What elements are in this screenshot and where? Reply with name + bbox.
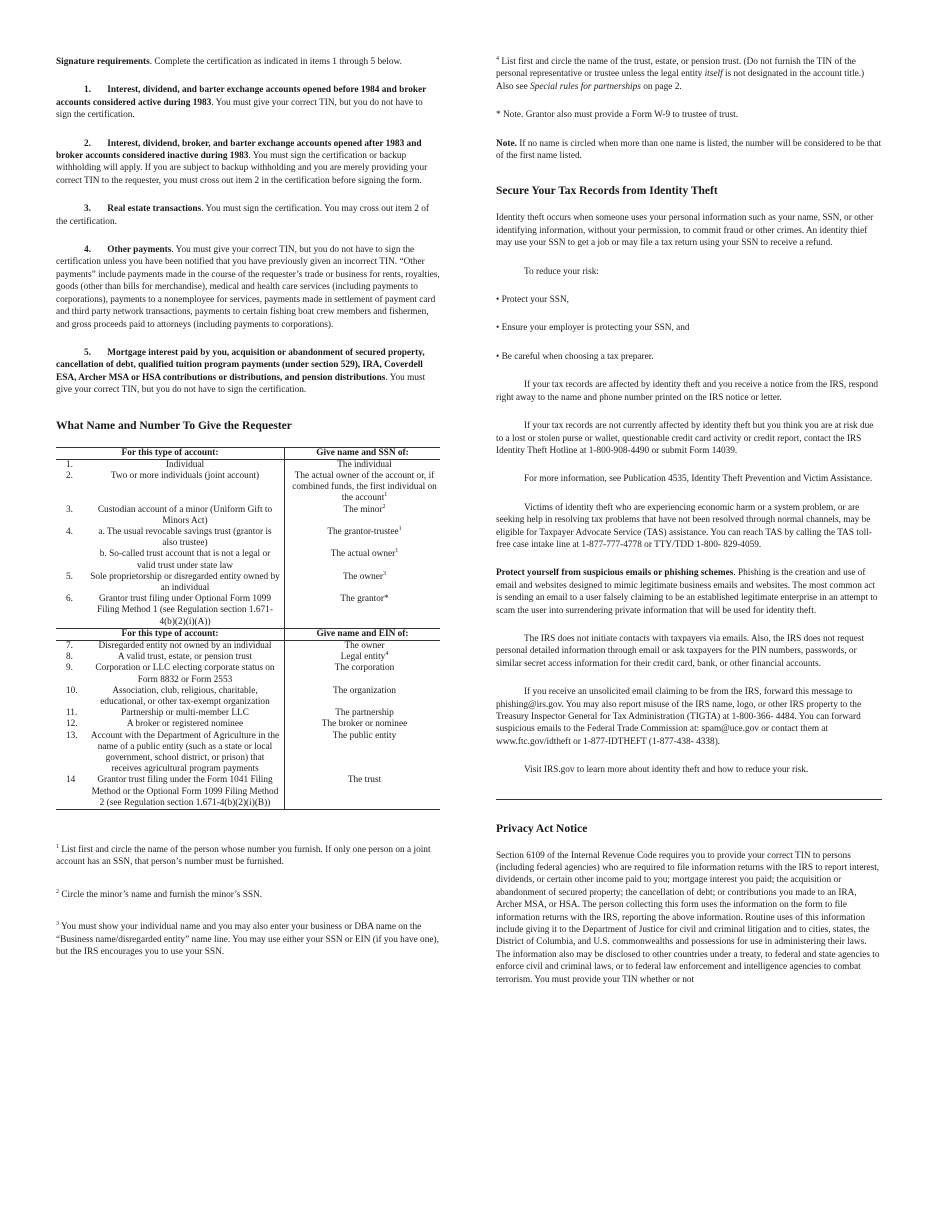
give-name-cell xyxy=(285,640,441,652)
footnote-ref: 1 xyxy=(398,525,402,532)
item-2-heading: 2. Interest, dividend, broker, and barter exchange accounts opened after 1983 and broker accounts considered inactive during 1983 xyxy=(56,138,422,162)
table-ssn-rows xyxy=(56,459,440,628)
item-5 xyxy=(56,347,440,397)
give-name-text: The broker or nominee xyxy=(321,719,408,730)
row-number: 1. xyxy=(66,459,73,470)
row-number xyxy=(56,549,90,571)
give-name-text: The grantor-trustee xyxy=(327,526,399,537)
visit-irs-paragraph: Visit IRS.gov to learn more about identity theft and how to reduce your risk. xyxy=(524,765,809,776)
row-number: 11. xyxy=(66,708,78,719)
table-row xyxy=(56,459,440,471)
give-name-cell xyxy=(285,731,441,776)
give-name-cell xyxy=(285,719,441,730)
account-type-cell: Partnership or multi-member LLC xyxy=(90,708,285,719)
account-type-cell: Individual xyxy=(90,459,285,471)
give-name-cell xyxy=(285,549,441,571)
table-row xyxy=(56,572,440,594)
signature-requirements xyxy=(56,56,440,68)
footnote-4-text-c: on page 2. xyxy=(640,81,682,92)
table-row xyxy=(56,731,440,776)
signature-requirements-label: Signature requirements xyxy=(56,57,150,67)
privacy-heading: Privacy Act Notice xyxy=(496,822,588,835)
give-name-cell xyxy=(285,471,441,505)
give-name-cell xyxy=(285,663,441,685)
table-row xyxy=(56,549,440,571)
footnote-4-itself: itself xyxy=(704,69,723,80)
item-4 xyxy=(56,244,440,331)
item-4-text: . You must give your correct TIN, but you do not have to sign the certification unless you have been notified that you have previously given an incorrect TIN. “Other payments” include payments made in the course of the requester’s trade or business for rents, royalties, goods (other than bills for merchandise), medical and health care services (including payments to corporations), payments to a nonemployee for services, payments made in settlement of payment card and third party network transactions, payments to certain fishing boat crew members and fishermen, and gross proceeds paid to attorneys (including payments to corporations). xyxy=(56,245,440,330)
footnote-ref: 1 xyxy=(395,548,399,555)
irs-no-email-paragraph: The IRS does not initiate contacts with taxpayers via emails. Also, the IRS does not request personal detailed information through email or ask taxpayers for the PIN numbers, passwords, or similar secret access information for their credit card, bank, or other financial accounts. xyxy=(496,633,865,669)
account-type-cell: a. The usual revocable savings trust (grantor is also trustee) xyxy=(90,527,285,549)
secure-records-heading: Secure Your Tax Records from Identity Theft xyxy=(496,185,718,198)
account-type-cell: Sole proprietorship or disregarded entity owned by an individual xyxy=(90,572,285,594)
row-number: 14 xyxy=(56,775,90,809)
give-name-text: The trust xyxy=(347,775,382,786)
footnote-3-text: You must show your individual name and you may also enter your business or DBA name on the “Business name/disregarded entity” name line. You may use either your SSN or EIN (if you have one), but the IRS encourages you to use your SSN. xyxy=(56,922,439,958)
account-type-cell: Account with the Department of Agriculture in the name of a public entity (such as a state or local government, school district, or prison) that receives agricultural program payments xyxy=(90,731,285,776)
row-number: 8. xyxy=(66,652,73,663)
table-row xyxy=(56,471,440,505)
item-1 xyxy=(56,84,440,121)
right-column xyxy=(496,56,882,986)
header-give-ssn: Give name and SSN of: xyxy=(285,447,441,459)
item-2-text: . You must sign the certification or backup withholding will apply. If you are subject to backup withholding and you are merely providing your correct TIN to the requester, you must cross out item 2 in the certification before signing the form. xyxy=(56,151,428,186)
header-give-ein: Give name and EIN of: xyxy=(285,628,441,640)
phishing-text: . Phishing is the creation and use of email and websites designed to mimic legitimate business emails and websites. The most common act is sending an email to a user falsely claiming to be an established legitimate enterprise in an attempt to scam the user into surrendering private information that will be used for identity theft. xyxy=(496,568,878,616)
table-row xyxy=(56,640,440,652)
name-number-heading: What Name and Number To Give the Requester xyxy=(56,419,292,432)
give-name-cell xyxy=(285,459,441,471)
table-row xyxy=(56,719,440,730)
section-divider xyxy=(496,799,882,800)
account-type-cell: Two or more individuals (joint account) xyxy=(90,471,285,505)
give-name-text: The owner xyxy=(344,640,385,651)
footnote-2 xyxy=(56,889,440,901)
row-number: 4. xyxy=(66,526,73,537)
footnote-4 xyxy=(496,56,882,93)
footnote-ref: 3 xyxy=(383,570,386,577)
row-number: 7. xyxy=(66,640,73,651)
row-number: 12. xyxy=(66,719,78,730)
affected-paragraph: If your tax records are affected by identity theft and you receive a notice from the IRS, respond right away to the name and phone number printed on the IRS notice or letter. xyxy=(496,380,879,403)
footnote-4-mark: 4 xyxy=(496,55,499,62)
give-name-text: The partnership xyxy=(335,708,394,719)
give-name-text: The actual owner of the account or, if combined funds, the first individual on the account xyxy=(292,470,437,504)
give-name-text: The minor xyxy=(343,504,383,515)
reduce-risk-text: To reduce your risk: xyxy=(524,266,599,277)
give-name-text: The public entity xyxy=(332,730,397,741)
footnote-ref: 2 xyxy=(382,503,386,510)
table-row xyxy=(56,505,440,527)
note-text: If no name is circled when more than one name is listed, the number will be considered to be that of the first name listed. xyxy=(496,138,882,162)
table-row xyxy=(56,527,440,549)
give-name-text: The organization xyxy=(332,685,397,696)
bullet-tax-preparer: • Be careful when choosing a tax preparer. xyxy=(496,351,654,362)
header-account-type-ein: For this type of account: xyxy=(56,628,285,640)
item-3-heading: 3. Real estate transactions xyxy=(84,204,202,215)
phishing-paragraph xyxy=(496,567,882,617)
table-row xyxy=(56,686,440,708)
row-number: 2. xyxy=(66,470,73,481)
item-1-text: . You must give your correct TIN, but you do not have to sign the certification. xyxy=(56,97,423,121)
footnote-1-text: List first and circle the name of the person whose number you furnish. If only one person on a joint account has an SSN, that person’s number must be furnished. xyxy=(56,845,431,868)
footnote-3 xyxy=(56,921,440,958)
row-number: 9. xyxy=(66,663,73,674)
footnote-1 xyxy=(56,844,440,869)
item-1-heading: 1. Interest, dividend, and barter exchange accounts opened before 1984 and broker accounts considered active during 1983 xyxy=(56,85,427,108)
give-name-cell xyxy=(285,708,441,719)
table-row xyxy=(56,594,440,628)
table-row xyxy=(56,652,440,663)
footnote-1-mark: 1 xyxy=(56,843,59,850)
note-name-circled xyxy=(496,138,882,163)
identity-theft-paragraph: Identity theft occurs when someone uses your personal information such as your name, SSN, or other identifying information, without your permission, to commit fraud or other crimes. An identity thief may use your SSN to get a job or may file a tax return using your SSN to receive a refund. xyxy=(496,213,874,249)
item-2 xyxy=(56,138,440,188)
give-name-text: The grantor* xyxy=(340,594,389,605)
note-grantor: * Note. Grantor also must provide a Form W-9 to trustee of trust. xyxy=(496,110,739,121)
note-label: Note. xyxy=(496,138,517,149)
footnote-4-text-b: is not designated in the account title.) Also see xyxy=(496,69,865,92)
not-affected-paragraph: If your tax records are not currently affected by identity theft but you think you are at risk due to a lost or stolen purse or wallet, questionable credit card activity or credit report, contact the IRS Identity Theft Hotline at 1-800-908-4490 or submit Form 14039. xyxy=(496,421,874,456)
signature-requirements-text: . Complete the certification as indicated in items 1 through 5 below. xyxy=(149,57,402,67)
give-name-text: The actual owner xyxy=(330,549,396,560)
account-type-cell: Custodian account of a minor (Uniform Gift to Minors Act) xyxy=(90,505,285,527)
footnote-ref: 1 xyxy=(384,492,388,499)
footnote-2-text: Circle the minor’s name and furnish the minor’s SSN. xyxy=(59,889,263,900)
give-name-cell xyxy=(285,572,441,594)
give-name-cell xyxy=(285,505,441,527)
table-row xyxy=(56,775,440,809)
table-row xyxy=(56,708,440,719)
table-row xyxy=(56,663,440,685)
account-type-cell: A broker or registered nominee xyxy=(90,719,285,730)
bullet-employer: • Ensure your employer is protecting your SSN, and xyxy=(496,323,690,334)
account-type-cell: A valid trust, estate, or pension trust xyxy=(90,652,285,663)
item-4-heading: 4. Other payments xyxy=(84,245,172,256)
give-name-cell xyxy=(285,686,441,708)
item-3 xyxy=(56,203,440,228)
give-name-cell xyxy=(285,652,441,663)
footnote-4-special-rules: Special rules for partnerships xyxy=(530,81,641,92)
table-header-ein xyxy=(56,628,440,640)
victims-paragraph: Victims of identity theft who are experiencing economic harm or a system problem, or are seeking help in resolving tax problems that have not been resolved through normal channels, may be eligible for Taxpayer Advocate Service (TAS) assistance. You can reach TAS by calling the TAS toll-free case intake line at 1-877-777-4778 or TTY/TDD 1-800- 829-4059. xyxy=(496,502,872,550)
give-name-text: The owner xyxy=(342,571,383,582)
row-number: 10. xyxy=(66,685,78,696)
more-info-paragraph: For more information, see Publication 4535, Identity Theft Prevention and Victim Assistance. xyxy=(524,474,873,485)
give-name-cell xyxy=(285,527,441,549)
give-name-text: Legal entity xyxy=(340,652,386,663)
footnote-4-text-a: List first and circle the name of the trust, estate, or pension trust. (Do not furnish the TIN of the personal representative or trustee unless the legal entity xyxy=(496,57,856,80)
account-type-cell: Disregarded entity not owned by an individual xyxy=(90,640,285,652)
account-type-cell: Grantor trust filing under Optional Form 1099 Filing Method 1 (see Regulation section 1.671-4(b)(2)(i)(A)) xyxy=(90,594,285,628)
row-number: 13. xyxy=(66,730,78,741)
bullet-protect-ssn: • Protect your SSN, xyxy=(496,295,569,306)
row-number: 6. xyxy=(66,594,73,605)
privacy-paragraph: Section 6109 of the Internal Revenue Code requires you to provide your correct TIN to persons (including federal agencies) who are required to file information returns with the IRS to report interest, dividends, or certain other income paid to you; mortgage interest you paid; the acquisition or abandonment of secured property; the cancellation of debt; or contributions you made to an IRA, Archer MSA, or HSA. The person collecting this form uses the information on the form to file information returns with the IRS, reporting the above information. Routine uses of this information include giving it to the Department of Justice for civil and criminal litigation and to cities, states, the District of Columbia, and U.S. commonwealths and possessions for use in administering their laws. The information also may be disclosed to other countries under a treaty, to federal and state agencies to enforce civil and criminal laws, or to federal law enforcement and intelligence agencies to combat terrorism. You must provide your TIN whether or not xyxy=(496,850,880,985)
give-name-cell xyxy=(285,594,441,628)
phishing-heading: Protect yourself from suspicious emails or phishing schemes xyxy=(496,568,734,579)
table-header-ssn xyxy=(56,447,440,459)
account-type-cell: Grantor trust filing under the Form 1041 Filing Method or the Optional Form 1099 Filing Method 2 (see Regulation section 1.671-4(b)(2)(i)(B)) xyxy=(90,775,285,809)
account-type-cell: Corporation or LLC electing corporate status on Form 8832 or Form 2553 xyxy=(90,663,285,685)
item-3-text: . You must sign the certification. You may cross out item 2 of the certification. xyxy=(56,204,429,227)
row-number: 3. xyxy=(66,504,73,515)
name-number-table xyxy=(56,447,440,811)
header-account-type: For this type of account: xyxy=(56,447,285,459)
account-type-cell: Association, club, religious, charitable, educational, or other tax-exempt organization xyxy=(90,686,285,708)
row-number: 5. xyxy=(66,571,73,582)
give-name-text: The corporation xyxy=(334,663,395,674)
item-5-text: . You must give your correct TIN, but you do not have to sign the certification. xyxy=(56,372,426,396)
unsolicited-email-paragraph: If you receive an unsolicited email claiming to be from the IRS, forward this message to phishing@irs.gov. You may also report misuse of the IRS name, logo, or other IRS property to the Treasury Inspector General for Tax Administration (TIGTA) at 1-800-366- 4484. You can forward suspicious emails to the Federal Trade Commission at: spam@uce.gov or contact them at www.ftc.gov/idtheft or 1-877-IDTHEFT (1-877-438- 4338). xyxy=(496,687,862,747)
give-name-cell xyxy=(285,775,441,809)
account-type-cell: b. So-called trust account that is not a legal or valid trust under state law xyxy=(90,549,285,571)
left-column xyxy=(56,56,440,978)
footnote-2-mark: 2 xyxy=(56,888,59,895)
give-name-text: The individual xyxy=(337,459,392,470)
footnote-3-mark: 3 xyxy=(56,921,59,928)
table-ein-rows xyxy=(56,640,440,809)
footnote-ref: 4 xyxy=(385,651,389,658)
item-5-heading: 5. Mortgage interest paid by you, acquisition or abandonment of secured property, cancellation of debt, qualified tuition program payments (under section 529), IRA, Coverdell ESA, Archer MSA or HSA contributions or distributions, and pension distributions xyxy=(56,347,425,383)
